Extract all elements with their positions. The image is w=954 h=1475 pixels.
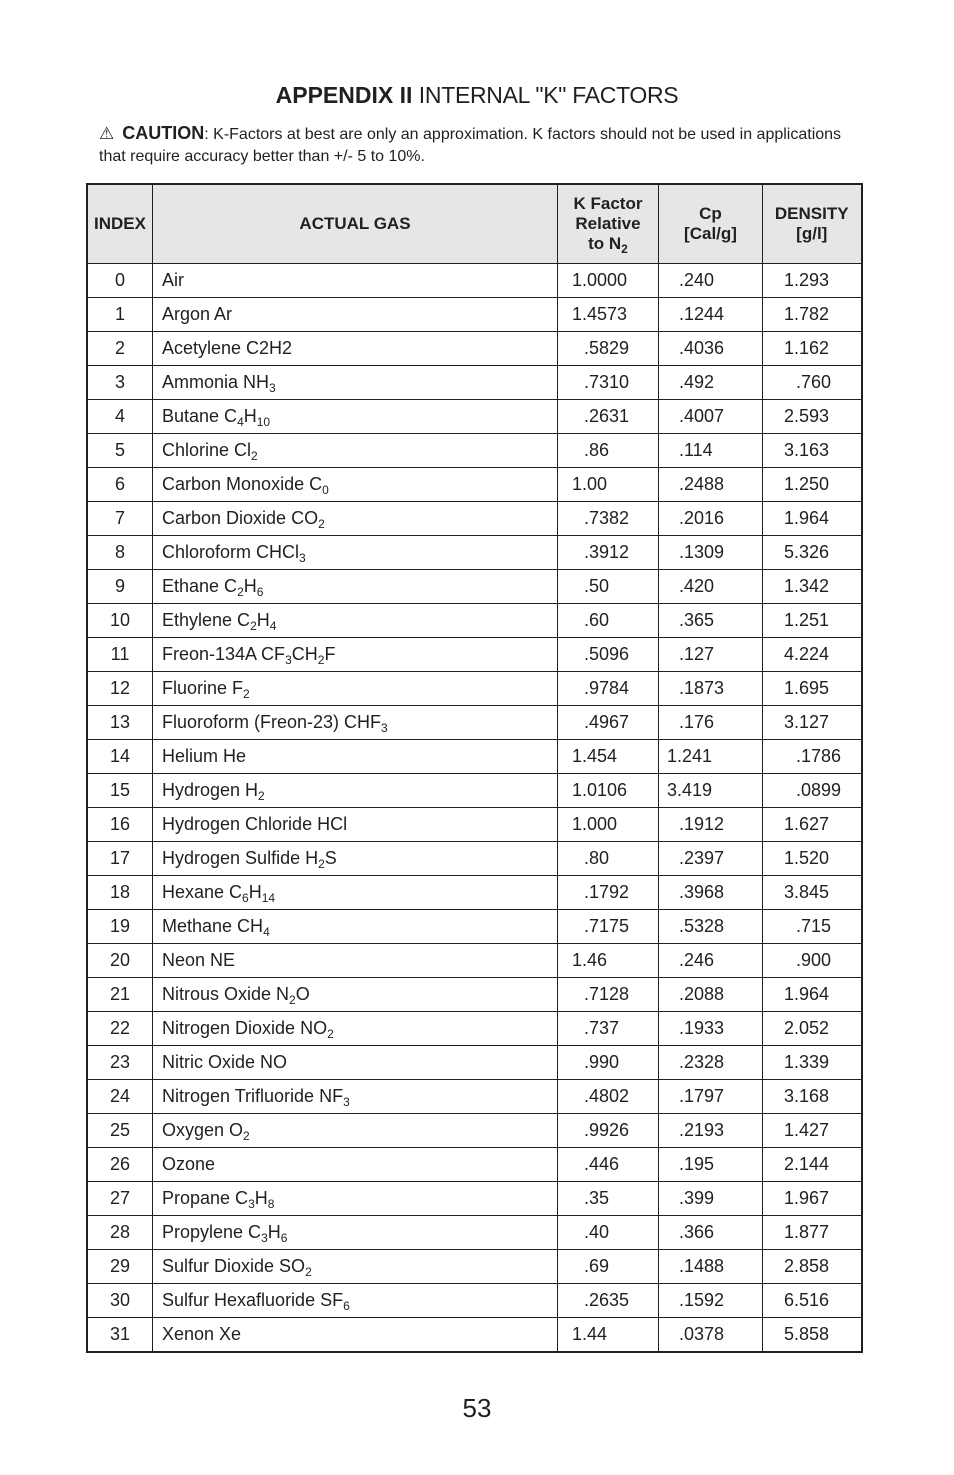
- cell-cp: .399: [659, 1182, 763, 1216]
- table-row: [87, 808, 862, 842]
- cell-density: 1.339: [763, 1046, 862, 1080]
- gas-text: F: [324, 644, 336, 664]
- cell-gas: [153, 366, 558, 400]
- table-row: [87, 1114, 862, 1148]
- cell-index: 3: [87, 366, 153, 400]
- gas-text: Nitrous Oxide N: [162, 984, 290, 1004]
- header-index: INDEX: [87, 184, 153, 264]
- header-cp-line1: Cp: [699, 204, 722, 223]
- cell-density: 1.427: [763, 1114, 862, 1148]
- cell-cp: .492: [659, 366, 763, 400]
- cell-cp: .2016: [659, 502, 763, 536]
- gas-text: Chlorine Cl: [162, 440, 252, 460]
- cell-index: 9: [87, 570, 153, 604]
- gas-text: Hydrogen Sulfide H: [162, 848, 319, 868]
- cell-cp: .4007: [659, 400, 763, 434]
- table-row: [87, 910, 862, 944]
- header-density-line1: DENSITY: [774, 204, 849, 223]
- gas-text: Argon Ar: [162, 304, 233, 324]
- gas-subscript: 6: [343, 1299, 350, 1313]
- cell-k-factor: .9784: [558, 672, 659, 706]
- gas-text: Nitrogen Trifluoride NF: [162, 1086, 344, 1106]
- title-subject: INTERNAL "K" FACTORS: [418, 82, 679, 108]
- cell-density: 3.168: [763, 1080, 862, 1114]
- cell-density: 1.293: [763, 264, 862, 298]
- cell-k-factor: .50: [558, 570, 659, 604]
- cell-k-factor: 1.454: [558, 740, 659, 774]
- cell-density: 1.627: [763, 808, 862, 842]
- table-row: [87, 842, 862, 876]
- cell-cp: .1309: [659, 536, 763, 570]
- caution-note: [99, 122, 859, 168]
- cell-density: 2.858: [763, 1250, 862, 1284]
- gas-text: Xenon Xe: [162, 1324, 242, 1344]
- cell-k-factor: 1.0106: [558, 774, 659, 808]
- gas-text: H: [254, 1188, 268, 1208]
- gas-subscript: 2: [251, 449, 258, 463]
- cell-index: 13: [87, 706, 153, 740]
- gas-text: Ethane C: [162, 576, 238, 596]
- table-row: [87, 1046, 862, 1080]
- gas-text: Propane C: [162, 1188, 249, 1208]
- gas-text: Hydrogen Chloride HCl: [162, 814, 348, 834]
- cell-cp: .2328: [659, 1046, 763, 1080]
- header-cp: [659, 184, 763, 264]
- cell-cp: .246: [659, 944, 763, 978]
- table-row: [87, 468, 862, 502]
- cell-cp: .1797: [659, 1080, 763, 1114]
- cell-k-factor: .69: [558, 1250, 659, 1284]
- cell-cp: .1933: [659, 1012, 763, 1046]
- gas-subscript: 3: [343, 1095, 350, 1109]
- gas-subscript: 2: [258, 789, 265, 803]
- table-row: [87, 604, 862, 638]
- gas-text: H: [267, 1222, 281, 1242]
- cell-index: 12: [87, 672, 153, 706]
- cell-index: 5: [87, 434, 153, 468]
- cell-gas: [153, 1182, 558, 1216]
- gas-text: Butane C: [162, 406, 238, 426]
- header-k-factor-sub: 2: [621, 242, 628, 256]
- cell-cp: .2088: [659, 978, 763, 1012]
- gas-text: Ozone: [162, 1154, 216, 1174]
- cell-density: 1.342: [763, 570, 862, 604]
- gas-subscript: 6: [256, 585, 264, 599]
- cell-index: 11: [87, 638, 153, 672]
- gas-subscript: 2: [318, 857, 325, 871]
- cell-density: 1.877: [763, 1216, 862, 1250]
- cell-k-factor: 1.00: [558, 468, 659, 502]
- cell-index: 8: [87, 536, 153, 570]
- cell-density: 1.964: [763, 502, 862, 536]
- cell-gas: [153, 774, 558, 808]
- cell-density: .0899: [763, 774, 862, 808]
- cell-k-factor: 1.46: [558, 944, 659, 978]
- cell-density: 1.964: [763, 978, 862, 1012]
- header-k-factor-line3: to N: [588, 234, 622, 253]
- table-row: [87, 876, 862, 910]
- gas-text: Carbon Monoxide C: [162, 474, 323, 494]
- cell-index: 24: [87, 1080, 153, 1114]
- gas-text: Ammonia NH: [162, 372, 270, 392]
- cell-cp: .3968: [659, 876, 763, 910]
- page-title: [0, 82, 954, 109]
- cell-cp: .1488: [659, 1250, 763, 1284]
- cell-k-factor: .5096: [558, 638, 659, 672]
- header-actual-gas: ACTUAL GAS: [153, 184, 558, 264]
- gas-subscript: 4: [263, 925, 270, 939]
- gas-subscript: 3: [299, 551, 306, 565]
- cell-gas: [153, 1250, 558, 1284]
- cell-cp: .5328: [659, 910, 763, 944]
- cell-index: 4: [87, 400, 153, 434]
- cell-density: 1.695: [763, 672, 862, 706]
- cell-gas: [153, 842, 558, 876]
- gas-text: H: [243, 406, 257, 426]
- table-row: [87, 264, 862, 298]
- gas-text: Sulfur Hexafluoride SF: [162, 1290, 344, 1310]
- table-row: [87, 944, 862, 978]
- gas-subscript: 2: [317, 653, 325, 667]
- title-appendix: APPENDIX II: [275, 82, 413, 108]
- cell-index: 27: [87, 1182, 153, 1216]
- gas-text: CH: [291, 644, 318, 664]
- cell-index: 26: [87, 1148, 153, 1182]
- cell-cp: .240: [659, 264, 763, 298]
- gas-subscript: 3: [261, 1231, 268, 1245]
- gas-text: Freon-134A CF: [162, 644, 286, 664]
- cell-density: 1.250: [763, 468, 862, 502]
- cell-cp: .366: [659, 1216, 763, 1250]
- cell-cp: .176: [659, 706, 763, 740]
- table-row: [87, 1318, 862, 1353]
- cell-gas: [153, 638, 558, 672]
- cell-cp: .365: [659, 604, 763, 638]
- cell-gas: [153, 1148, 558, 1182]
- gas-subscript: 2: [289, 993, 296, 1007]
- gas-text: Fluorine F: [162, 678, 244, 698]
- gas-subscript: 2: [237, 585, 244, 599]
- table-row: [87, 740, 862, 774]
- cell-k-factor: .80: [558, 842, 659, 876]
- cell-gas: [153, 604, 558, 638]
- gas-subscript: 8: [267, 1197, 275, 1211]
- cell-density: 1.162: [763, 332, 862, 366]
- page-number: 53: [462, 1393, 492, 1423]
- cell-k-factor: .4967: [558, 706, 659, 740]
- cell-cp: .0378: [659, 1318, 763, 1353]
- gas-text: Nitric Oxide NO: [162, 1052, 288, 1072]
- gas-subscript: 2: [305, 1265, 312, 1279]
- gas-subscript: 3: [285, 653, 292, 667]
- cell-index: 10: [87, 604, 153, 638]
- cell-k-factor: .86: [558, 434, 659, 468]
- cell-gas: [153, 740, 558, 774]
- cell-density: 2.052: [763, 1012, 862, 1046]
- cell-index: 16: [87, 808, 153, 842]
- gas-text: Carbon Dioxide CO: [162, 508, 319, 528]
- cell-gas: [153, 910, 558, 944]
- gas-text: Fluoroform (Freon-23) CHF: [162, 712, 382, 732]
- cell-gas: [153, 536, 558, 570]
- table-body: [87, 264, 862, 1353]
- cell-density: .1786: [763, 740, 862, 774]
- cell-k-factor: .1792: [558, 876, 659, 910]
- cell-k-factor: .60: [558, 604, 659, 638]
- cell-k-factor: .40: [558, 1216, 659, 1250]
- gas-text: O: [295, 984, 310, 1004]
- gas-subscript: 2: [243, 1129, 250, 1143]
- gas-subscript: 2: [250, 619, 257, 633]
- gas-text: Hydrogen H: [162, 780, 259, 800]
- cell-k-factor: 1.4573: [558, 298, 659, 332]
- gas-text: Acetylene C2H2: [162, 338, 293, 358]
- gas-text: Nitrogen Dioxide NO: [162, 1018, 328, 1038]
- table-row: [87, 1284, 862, 1318]
- gas-subscript: 4: [269, 619, 277, 633]
- cell-k-factor: .5829: [558, 332, 659, 366]
- cell-density: 3.163: [763, 434, 862, 468]
- cell-cp: .1592: [659, 1284, 763, 1318]
- cell-gas: [153, 1012, 558, 1046]
- header-k-factor-line2: Relative: [575, 214, 641, 233]
- cell-index: 17: [87, 842, 153, 876]
- header-cp-line2: [Cal/g]: [684, 224, 737, 243]
- cell-cp: .1244: [659, 298, 763, 332]
- cell-density: .760: [763, 366, 862, 400]
- cell-index: 0: [87, 264, 153, 298]
- table-row: [87, 570, 862, 604]
- cell-k-factor: .2635: [558, 1284, 659, 1318]
- cell-gas: [153, 332, 558, 366]
- cell-cp: .195: [659, 1148, 763, 1182]
- cell-cp: .1912: [659, 808, 763, 842]
- cell-gas: [153, 468, 558, 502]
- gas-text: Helium He: [162, 746, 247, 766]
- header-k-factor-line1: K Factor: [573, 194, 643, 213]
- gas-subscript: 3: [248, 1197, 255, 1211]
- cell-gas: [153, 298, 558, 332]
- cell-k-factor: 1.0000: [558, 264, 659, 298]
- cell-density: 1.520: [763, 842, 862, 876]
- table-row: [87, 638, 862, 672]
- cell-k-factor: .35: [558, 1182, 659, 1216]
- cell-gas: [153, 808, 558, 842]
- gas-text: Sulfur Dioxide SO: [162, 1256, 306, 1276]
- cell-cp: .2488: [659, 468, 763, 502]
- cell-index: 7: [87, 502, 153, 536]
- cell-cp: .2397: [659, 842, 763, 876]
- table-row: [87, 978, 862, 1012]
- cell-index: 21: [87, 978, 153, 1012]
- cell-index: 18: [87, 876, 153, 910]
- cell-k-factor: .737: [558, 1012, 659, 1046]
- gas-text: Propylene C: [162, 1222, 262, 1242]
- cell-gas: [153, 1080, 558, 1114]
- cell-density: 5.858: [763, 1318, 862, 1353]
- gas-subscript: 10: [256, 415, 271, 429]
- cell-density: 3.127: [763, 706, 862, 740]
- cell-k-factor: .7382: [558, 502, 659, 536]
- table-row: [87, 400, 862, 434]
- gas-subscript: 6: [280, 1231, 288, 1245]
- gas-subscript: 14: [261, 891, 276, 905]
- gas-subscript: 2: [318, 517, 325, 531]
- header-density: [763, 184, 862, 264]
- cell-gas: [153, 434, 558, 468]
- gas-text: Hexane C: [162, 882, 243, 902]
- gas-subscript: 2: [243, 687, 250, 701]
- k-factor-table: [86, 183, 863, 1353]
- cell-cp: 3.419: [659, 774, 763, 808]
- cell-index: 22: [87, 1012, 153, 1046]
- cell-k-factor: .7310: [558, 366, 659, 400]
- cell-gas: [153, 1114, 558, 1148]
- cell-index: 6: [87, 468, 153, 502]
- table-row: [87, 1250, 862, 1284]
- cell-index: 15: [87, 774, 153, 808]
- caution-text: : K-Factors at best are only an approximation. K factors should not be used in applications that require accuracy better than +/- 5 to 10%.: [99, 126, 842, 165]
- cell-gas: [153, 1284, 558, 1318]
- cell-cp: 1.241: [659, 740, 763, 774]
- cell-k-factor: .9926: [558, 1114, 659, 1148]
- cell-density: 5.326: [763, 536, 862, 570]
- table-row: [87, 332, 862, 366]
- cell-index: 31: [87, 1318, 153, 1353]
- cell-k-factor: .7175: [558, 910, 659, 944]
- cell-index: 25: [87, 1114, 153, 1148]
- cell-density: 2.144: [763, 1148, 862, 1182]
- table-row: [87, 1182, 862, 1216]
- cell-k-factor: .7128: [558, 978, 659, 1012]
- cell-cp: .2193: [659, 1114, 763, 1148]
- cell-k-factor: .990: [558, 1046, 659, 1080]
- cell-gas: [153, 502, 558, 536]
- table-row: [87, 502, 862, 536]
- cell-density: .900: [763, 944, 862, 978]
- cell-k-factor: 1.000: [558, 808, 659, 842]
- cell-index: 30: [87, 1284, 153, 1318]
- cell-k-factor: .3912: [558, 536, 659, 570]
- cell-cp: .114: [659, 434, 763, 468]
- gas-subscript: 3: [381, 721, 388, 735]
- cell-index: 28: [87, 1216, 153, 1250]
- gas-text: H: [256, 610, 270, 630]
- cell-index: 23: [87, 1046, 153, 1080]
- gas-text: H: [248, 882, 262, 902]
- gas-subscript: 6: [242, 891, 249, 905]
- gas-text: Oxygen O: [162, 1120, 244, 1140]
- cell-k-factor: .2631: [558, 400, 659, 434]
- header-density-line2: [g/l]: [796, 224, 828, 243]
- cell-gas: [153, 1046, 558, 1080]
- table-row: [87, 366, 862, 400]
- cell-density: 1.782: [763, 298, 862, 332]
- gas-text: Methane CH: [162, 916, 264, 936]
- cell-index: 14: [87, 740, 153, 774]
- cell-density: 2.593: [763, 400, 862, 434]
- cell-index: 29: [87, 1250, 153, 1284]
- cell-gas: [153, 400, 558, 434]
- gas-text: Air: [162, 270, 184, 290]
- gas-subscript: 4: [237, 415, 244, 429]
- table-row: [87, 1080, 862, 1114]
- table-row: [87, 1012, 862, 1046]
- cell-density: 1.251: [763, 604, 862, 638]
- cell-index: 1: [87, 298, 153, 332]
- cell-density: 1.967: [763, 1182, 862, 1216]
- caution-label: CAUTION: [122, 123, 205, 143]
- cell-gas: [153, 264, 558, 298]
- header-k-factor: [558, 184, 659, 264]
- table-header-row: [87, 184, 862, 264]
- table-row: [87, 774, 862, 808]
- cell-index: 20: [87, 944, 153, 978]
- cell-cp: .4036: [659, 332, 763, 366]
- gas-text: S: [324, 848, 337, 868]
- cell-density: 3.845: [763, 876, 862, 910]
- table-row: [87, 298, 862, 332]
- cell-density: 4.224: [763, 638, 862, 672]
- cell-gas: [153, 944, 558, 978]
- cell-gas: [153, 978, 558, 1012]
- cell-k-factor: .4802: [558, 1080, 659, 1114]
- gas-subscript: 3: [269, 381, 276, 395]
- cell-density: .715: [763, 910, 862, 944]
- cell-k-factor: .446: [558, 1148, 659, 1182]
- cell-gas: [153, 1216, 558, 1250]
- table-row: [87, 536, 862, 570]
- cell-k-factor: 1.44: [558, 1318, 659, 1353]
- table-row: [87, 1148, 862, 1182]
- cell-gas: [153, 570, 558, 604]
- cell-gas: [153, 672, 558, 706]
- cell-gas: [153, 1318, 558, 1353]
- cell-cp: .420: [659, 570, 763, 604]
- gas-text: Ethylene C: [162, 610, 251, 630]
- cell-index: 2: [87, 332, 153, 366]
- gas-subscript: 2: [327, 1027, 334, 1041]
- table-row: [87, 1216, 862, 1250]
- gas-subscript: 0: [322, 483, 329, 497]
- warning-triangle-icon: ⚠: [99, 124, 115, 143]
- cell-gas: [153, 876, 558, 910]
- cell-gas: [153, 706, 558, 740]
- cell-density: 6.516: [763, 1284, 862, 1318]
- table-row: [87, 706, 862, 740]
- gas-text: H: [243, 576, 257, 596]
- table-row: [87, 434, 862, 468]
- gas-text: Chloroform CHCl: [162, 542, 300, 562]
- gas-text: Neon NE: [162, 950, 236, 970]
- cell-index: 19: [87, 910, 153, 944]
- cell-cp: .1873: [659, 672, 763, 706]
- table-row: [87, 672, 862, 706]
- cell-cp: .127: [659, 638, 763, 672]
